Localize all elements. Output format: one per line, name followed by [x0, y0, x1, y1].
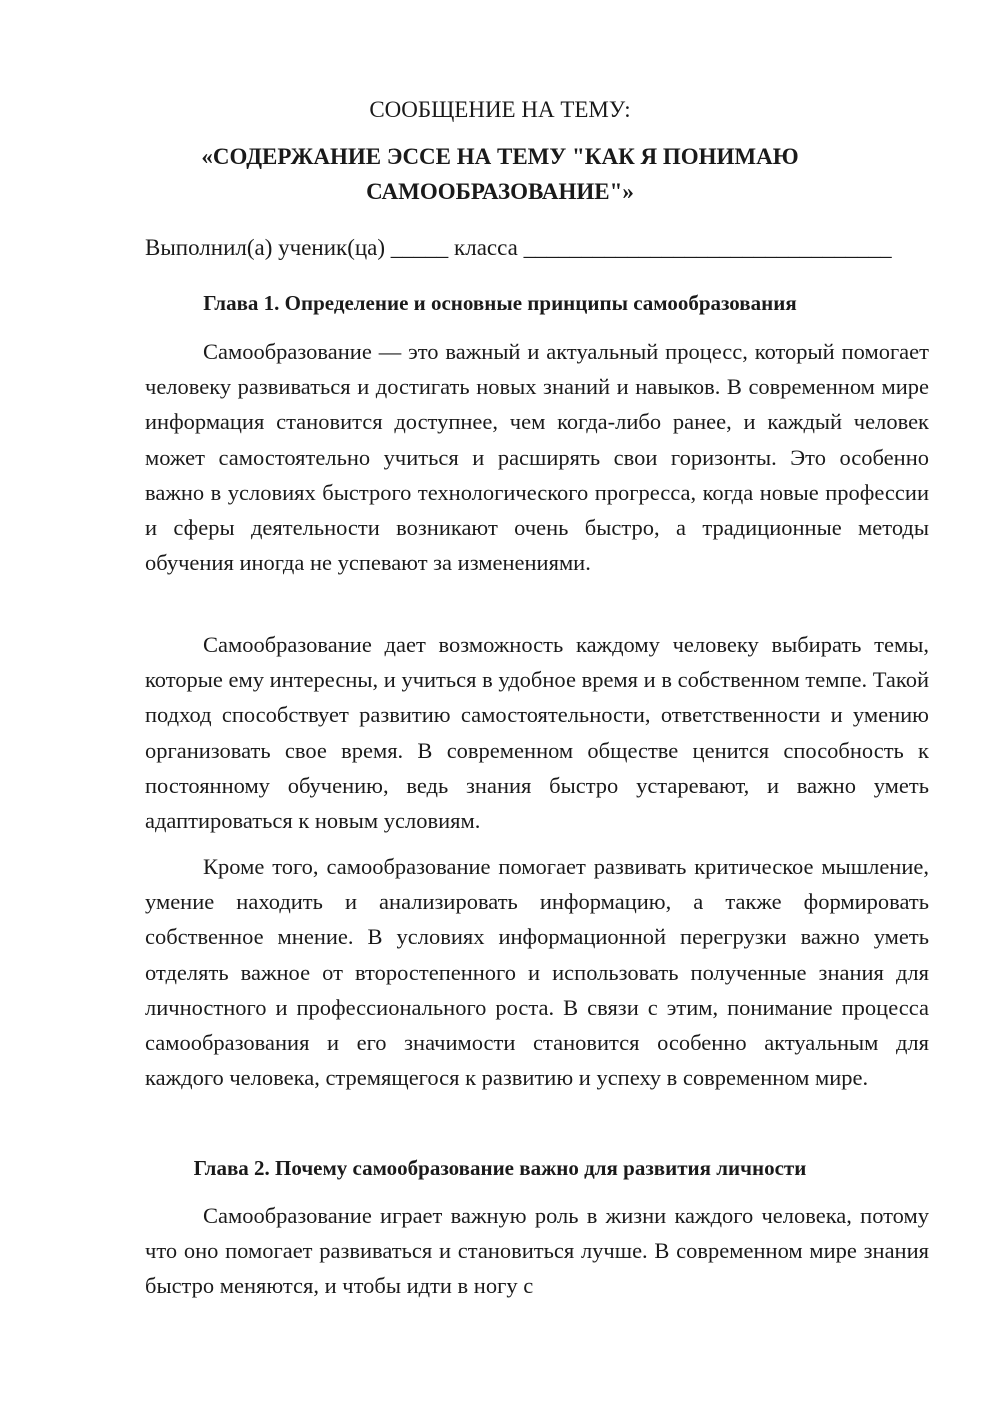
chapter-2-heading: Глава 2. Почему самообразование важно для развития личности — [193, 1156, 807, 1180]
document-title-line-2: САМООБРАЗОВАНИЕ"» — [366, 179, 634, 204]
chapter-1-paragraph-1: Самообразование — это важный и актуальный процесс, который помогает человеку развиваться и достигать новых знаний и навыков. В современном мире информация становится доступнее, чем когда-либо ранее, и каждый человек может самостоятельно учиться и расширять свои горизонты. Это особенно важно в условиях быстрого технологического прогресса, когда новые профессии и сферы деятельности возникают очень быстро, а традиционные методы обучения иногда не успевают за изменениями. — [145, 339, 929, 576]
chapter-1-paragraph-2: Самообразование дает возможность каждому человеку выбирать темы, которые ему интересны, и учиться в удобное время и в собственном темпе. Такой подход способствует развитию самостоятельности, ответственности и умению организовать свое время. В современном обществе ценится способность к постоянному обучению, ведь знания быстро устаревают, и важно уметь адаптироваться к новым условиям. — [145, 632, 929, 834]
topic-line: СООБЩЕНИЕ НА ТЕМУ: — [369, 97, 631, 122]
chapter-2-paragraph-1: Самообразование играет важную роль в жизни каждого человека, потому что оно помогает развиваться и становиться лучше. В современном мире знания быстро меняются, и чтобы идти в ногу с — [145, 1203, 929, 1299]
chapter-1-paragraph-3: Кроме того, самообразование помогает развивать критическое мышление, умение находить и анализировать информацию, а также формировать собственное мнение. В условиях информационной перегрузки важно уметь отделять важное от второстепенного и использовать полученные знания для личностного и профессионального роста. В связи с этим, понимание процесса самообразования и его значимости становится особенно актуальным для каждого человека, стремящегося к развитию и успеху в современном мире. — [145, 854, 929, 1091]
author-line: Выполнил(а) ученик(ца) _____ класса ________________________________ — [145, 235, 892, 260]
chapter-1-heading: Глава 1. Определение и основные принципы самообразования — [203, 291, 797, 315]
document-title-line-1: «СОДЕРЖАНИЕ ЭССЕ НА ТЕМУ "КАК Я ПОНИМАЮ — [201, 144, 799, 169]
